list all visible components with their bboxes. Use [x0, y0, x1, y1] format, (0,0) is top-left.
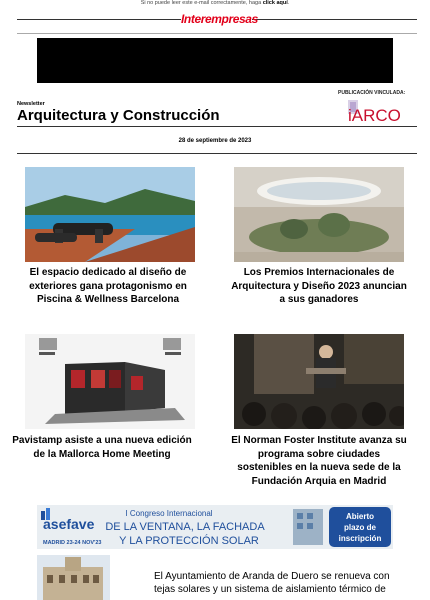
- divider: [17, 19, 181, 20]
- ad-cta1: Abierto: [346, 512, 374, 521]
- ad-dates: MADRID 23-24 NOV'23: [43, 540, 102, 546]
- divider: [17, 153, 417, 154]
- newsletter-label: Newsletter: [17, 101, 45, 107]
- article-headline[interactable]: El Norman Foster Institute avanza su programa sobre ciudades sostenibles en la nueva sede de la Fundación Arquia en Madrid: [231, 435, 407, 487]
- article-image-norman-foster[interactable]: [234, 334, 404, 429]
- top-note-end: .: [287, 0, 290, 6]
- ad-line3: Y LA PROTECCIÓN SOLAR: [119, 535, 259, 547]
- ad-cta3: inscripción: [338, 534, 382, 543]
- banner-ad[interactable]: [37, 38, 393, 83]
- iarco-logo-text: iARCO: [348, 106, 401, 125]
- article-headline[interactable]: Los Premios Internacionales de Arquitectura y Diseño 2023 anuncian a sus ganadores: [231, 267, 407, 305]
- article-headline[interactable]: El espacio dedicado al diseño de exteriores gana protagonismo en Piscina & Wellness Barcelona: [29, 267, 187, 305]
- divider: [252, 19, 417, 20]
- article-headline[interactable]: Pavistamp asiste a una nueva edición de la Mallorca Home Meeting: [12, 435, 192, 460]
- ad-cta2: plazo de: [343, 523, 377, 532]
- divider: [17, 33, 417, 34]
- interempresas-logo[interactable]: Interempresas: [181, 12, 258, 26]
- linked-publication-label: PUBLICACIÓN VINCULADA:: [338, 90, 406, 96]
- building-icon: [293, 509, 323, 545]
- article-image-premios[interactable]: [234, 167, 404, 262]
- asefave-congress-ad[interactable]: [37, 505, 393, 549]
- ad-line2: DE LA VENTANA, LA FACHADA: [105, 521, 265, 533]
- article-headline[interactable]: El Ayuntamiento de Aranda de Duero se renueva con tejas solares y un sistema de aislamiento térmico de: [154, 571, 390, 595]
- newsletter-title: Arquitectura y Construcción: [17, 107, 220, 124]
- asefave-brand: asefave: [43, 516, 95, 532]
- divider: [17, 126, 417, 127]
- ad-line1: I Congreso Internacional: [125, 509, 213, 518]
- click-here-link[interactable]: click aquí: [262, 0, 288, 6]
- newsletter-date: 28 de septiembre de 2023: [178, 138, 252, 144]
- top-note-text: Si no puede leer este e-mail correctamente, haga: [140, 0, 263, 6]
- top-note: [0, 0, 430, 6]
- article-image-aranda[interactable]: [37, 555, 110, 600]
- article-image-piscina[interactable]: [25, 167, 195, 262]
- iarco-logo[interactable]: [340, 97, 418, 125]
- article-image-pavistamp[interactable]: [25, 334, 195, 429]
